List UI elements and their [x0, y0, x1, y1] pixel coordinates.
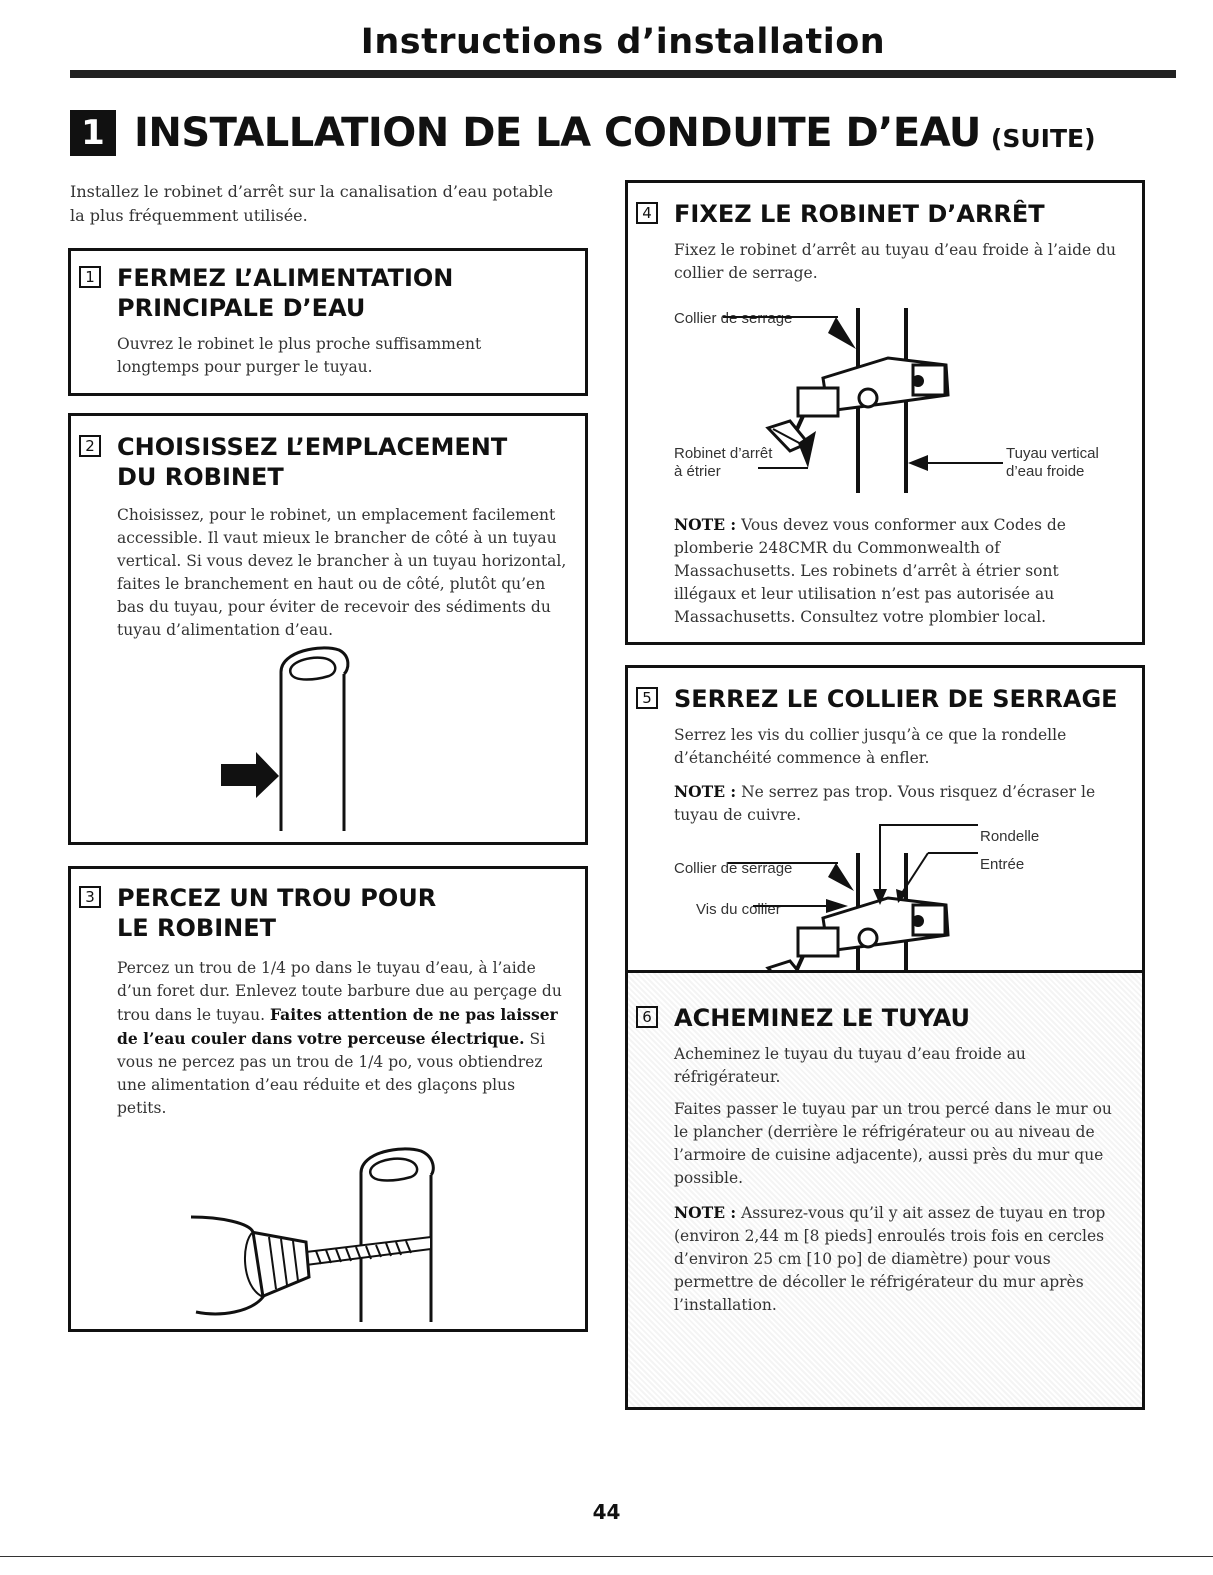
step-1-box	[68, 248, 588, 396]
intro-text: Installez le robinet d’arrêt sur la canalisation d’eau potable la plus fréquemment utilisée.	[70, 182, 554, 225]
step-3-box	[68, 866, 588, 1332]
label-tuyau-line1: Tuyau vertical	[1006, 445, 1099, 462]
step-6-note-text: Assurez-vous qu’il y ait assez de tuyau en trop (environ 2,44 m [8 pieds] enroulés trois fois en cercles d’environ 25 cm [10 po] de diamètre) pour vous permettre de décoller le réfrigérateur du mur après l’installation.	[674, 1204, 1106, 1314]
step-3-text	[117, 957, 567, 1120]
step-6-number: 6	[636, 1006, 658, 1028]
label-robinet-line1: Robinet d’arrêt	[674, 445, 773, 462]
page-header-title: Instructions d’installation	[360, 22, 886, 62]
label-tuyau-line2: d’eau froide	[1006, 463, 1085, 480]
section-suffix: (SUITE)	[990, 123, 1096, 153]
step-1-title: FERMEZ L’ALIMENTATION	[117, 264, 454, 292]
section-heading: INSTALLATION DE LA CONDUITE D’EAU	[134, 110, 981, 156]
step-4-note-text: Vous devez vous conformer aux Codes de plomberie 248CMR du Commonwealth of Massachusetts. Les robinets d’arrêt à étrier sont illégaux et leur utilisation n’est pas autorisée au Massachusetts. Consultez votre plombier local.	[674, 516, 1066, 626]
step-4-note	[674, 513, 1124, 629]
step-6-text-2: Faites passer le tuyau par un trou percé dans le mur ou le plancher (derrière le réfrigérateur ou au niveau de l’armoire de cuisine adjacente), aussi près du mur que possible.	[674, 1100, 1112, 1187]
step-4-note-label: NOTE :	[674, 515, 737, 534]
step-3-title-line2: LE ROBINET	[117, 914, 276, 942]
step-1-number: 1	[79, 266, 101, 288]
bottom-rule	[0, 1556, 1213, 1557]
label-entree: Entrée	[980, 856, 1025, 873]
step-5-text: Serrez les vis du collier jusqu’à ce que la rondelle d’étanchéité commence à enfler.	[674, 726, 1067, 767]
step-5-note	[674, 780, 1124, 827]
step-1-text: Ouvrez le robinet le plus proche suffisamment longtemps pour purger le tuyau.	[117, 335, 482, 376]
step-6-title: ACHEMINEZ LE TUYAU	[674, 1004, 971, 1032]
step-4-box	[625, 180, 1145, 645]
step-6-box	[625, 970, 1145, 1410]
step-5-note-text: Ne serrez pas trop. Vous risquez d’écraser le tuyau de cuivre.	[674, 783, 1096, 824]
step-4-number: 4	[636, 202, 658, 224]
step-3-title: PERCEZ UN TROU POUR	[117, 884, 437, 912]
header-rule	[70, 70, 1176, 78]
label-rondelle: Rondelle	[980, 828, 1040, 845]
label-collier-de-serrage: Collier de serrage	[674, 310, 793, 327]
step-6-note	[674, 1201, 1124, 1317]
section-number: 1	[70, 110, 116, 156]
step-5-number: 5	[636, 687, 658, 709]
section-title	[70, 108, 1096, 158]
step-4-title: FIXEZ LE ROBINET D’ARRÊT	[674, 200, 1045, 228]
step-2-text: Choisissez, pour le robinet, un emplacement facilement accessible. Il vaut mieux le brancher de côté à un tuyau vertical. Si vous devez le brancher à un tuyau horizontal, faites le branchement en haut ou de côté, plutôt qu’en bas du tuyau, pour éviter de recevoir des sédiments du tuyau d’alimentation d’eau.	[117, 506, 567, 639]
step-3-text-b: Si vous ne percez pas un trou de 1/4 po, vous obtiendrez une alimentation d’eau réduite et des glaçons plus petits.	[117, 1030, 546, 1117]
step-6-text-1: Acheminez le tuyau du tuyau d’eau froide au réfrigérateur.	[674, 1045, 1026, 1086]
step-1-title-line2: PRINCIPALE D’EAU	[117, 294, 366, 322]
drill-pipe-illustration	[181, 1137, 511, 1327]
step-2-title-line2: DU ROBINET	[117, 463, 284, 491]
step-2-box	[68, 413, 588, 845]
step-6-note-label: NOTE :	[674, 1203, 737, 1222]
step-3-text-bold: Faites attention de ne pas laisser de l’eau couler dans votre perceuse électrique.	[117, 1005, 558, 1048]
step-2-number: 2	[79, 435, 101, 457]
step-3-text-a: Percez un trou de 1/4 po dans le tuyau d’eau, à l’aide d’un foret dur. Enlevez toute barbure due au perçage du trou dans le tuyau.	[117, 959, 562, 1024]
pipe-arrow-illustration	[211, 636, 451, 836]
saddle-valve-illustration	[768, 303, 1028, 503]
step-3-number: 3	[79, 886, 101, 908]
step-4-text: Fixez le robinet d’arrêt au tuyau d’eau froide à l’aide du collier de serrage.	[674, 241, 1117, 282]
label-vis-du-collier: Vis du collier	[696, 901, 781, 918]
label-collier-de-serrage-5: Collier de serrage	[674, 860, 793, 877]
page-number: 44	[592, 1500, 621, 1524]
label-robinet-line2: à étrier	[674, 463, 721, 480]
step-2-title: CHOISISSEZ L’EMPLACEMENT	[117, 433, 508, 461]
step-5-title: SERREZ LE COLLIER DE SERRAGE	[674, 685, 1118, 713]
step-5-note-label: NOTE :	[674, 782, 737, 801]
